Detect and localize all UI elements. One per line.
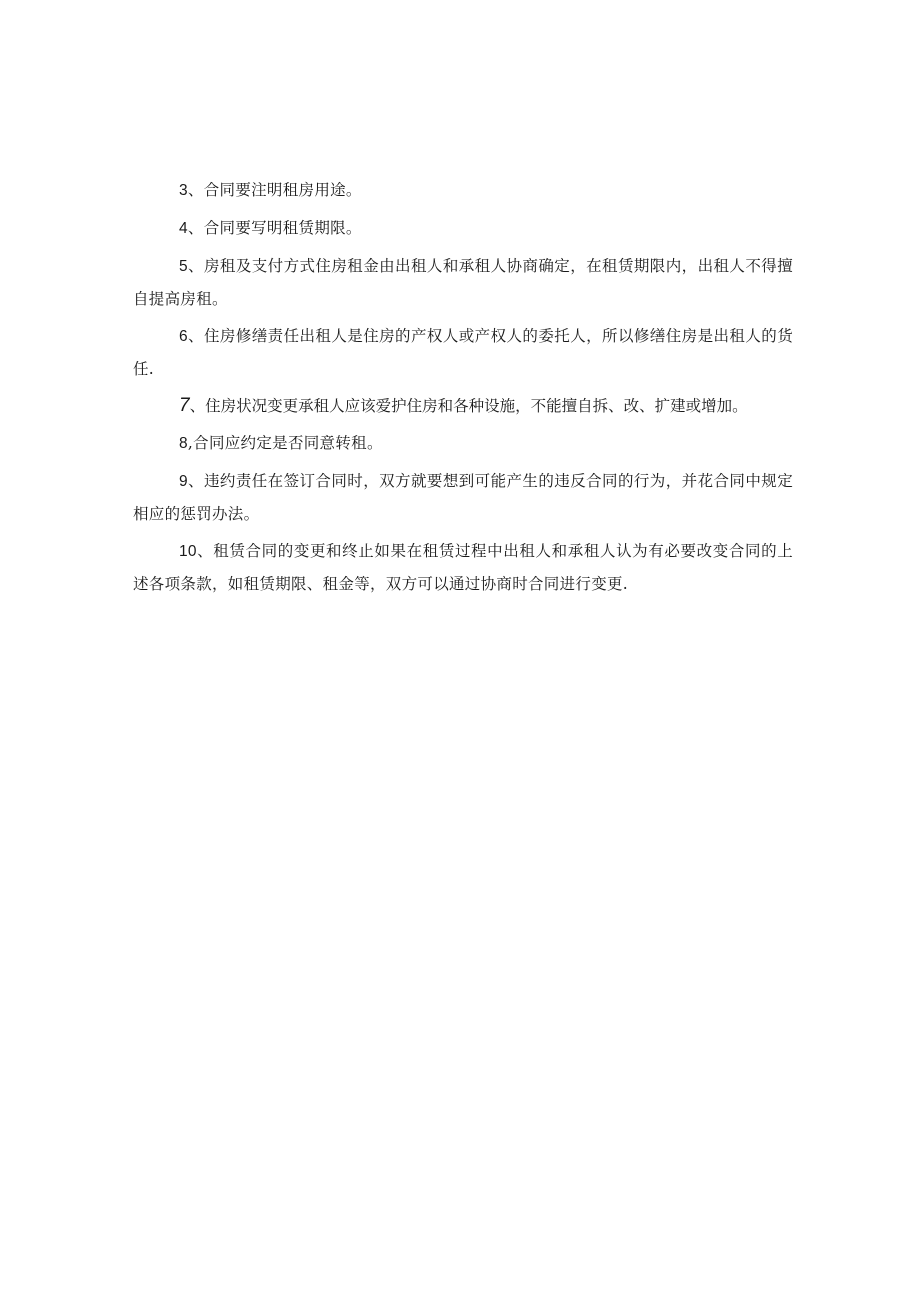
paragraph-10: [133, 535, 793, 600]
paragraph-text: 、合同要注明租房用途。: [187, 181, 362, 199]
paragraph-text: 、住房修缮责任出租人是住房的产权人或产权人的委托人，所以修缮住房是出租人的货任.: [133, 327, 793, 378]
paragraph-number: 4: [179, 220, 188, 237]
paragraph-number: 3: [179, 182, 188, 199]
paragraph-text: ,合同应约定是否同意转租。: [187, 434, 383, 452]
paragraph-3: [133, 174, 793, 207]
paragraph-number: 7: [179, 395, 190, 416]
paragraph-number: 9: [179, 473, 188, 490]
paragraph-text: 、违约责任在签订合同时，双方就要想到可能产生的违反合同的行为，并花合同中规定相应的惩罚办法。: [133, 472, 793, 523]
paragraph-text: 、合同要写明租赁期限。: [187, 219, 362, 237]
paragraph-6: [133, 320, 793, 385]
paragraph-5: [133, 250, 793, 315]
paragraph-text: 、租赁合同的变更和终止如果在租赁过程中出租人和承租人认为有必要改变合同的上述各项条款，如租赁期限、租金等，双方可以通过协商时合同进行变更.: [133, 542, 793, 593]
paragraph-number: 10: [179, 543, 197, 560]
paragraph-number: 8: [179, 435, 188, 452]
paragraph-8: [133, 427, 793, 460]
paragraph-number: 5: [179, 258, 188, 275]
paragraph-4: [133, 212, 793, 245]
document-body: [133, 174, 793, 605]
paragraph-9: [133, 465, 793, 530]
paragraph-text: 、房租及支付方式住房租金由出租人和承租人协商确定，在租赁期限内，出租人不得擅自提高房租。: [133, 257, 793, 308]
paragraph-7: [133, 390, 793, 422]
paragraph-number: 6: [179, 328, 188, 345]
paragraph-text: 、住房状况变更承租人应该爱护住房和各种设施，不能擅自拆、改、扩建或增加。: [189, 397, 748, 415]
